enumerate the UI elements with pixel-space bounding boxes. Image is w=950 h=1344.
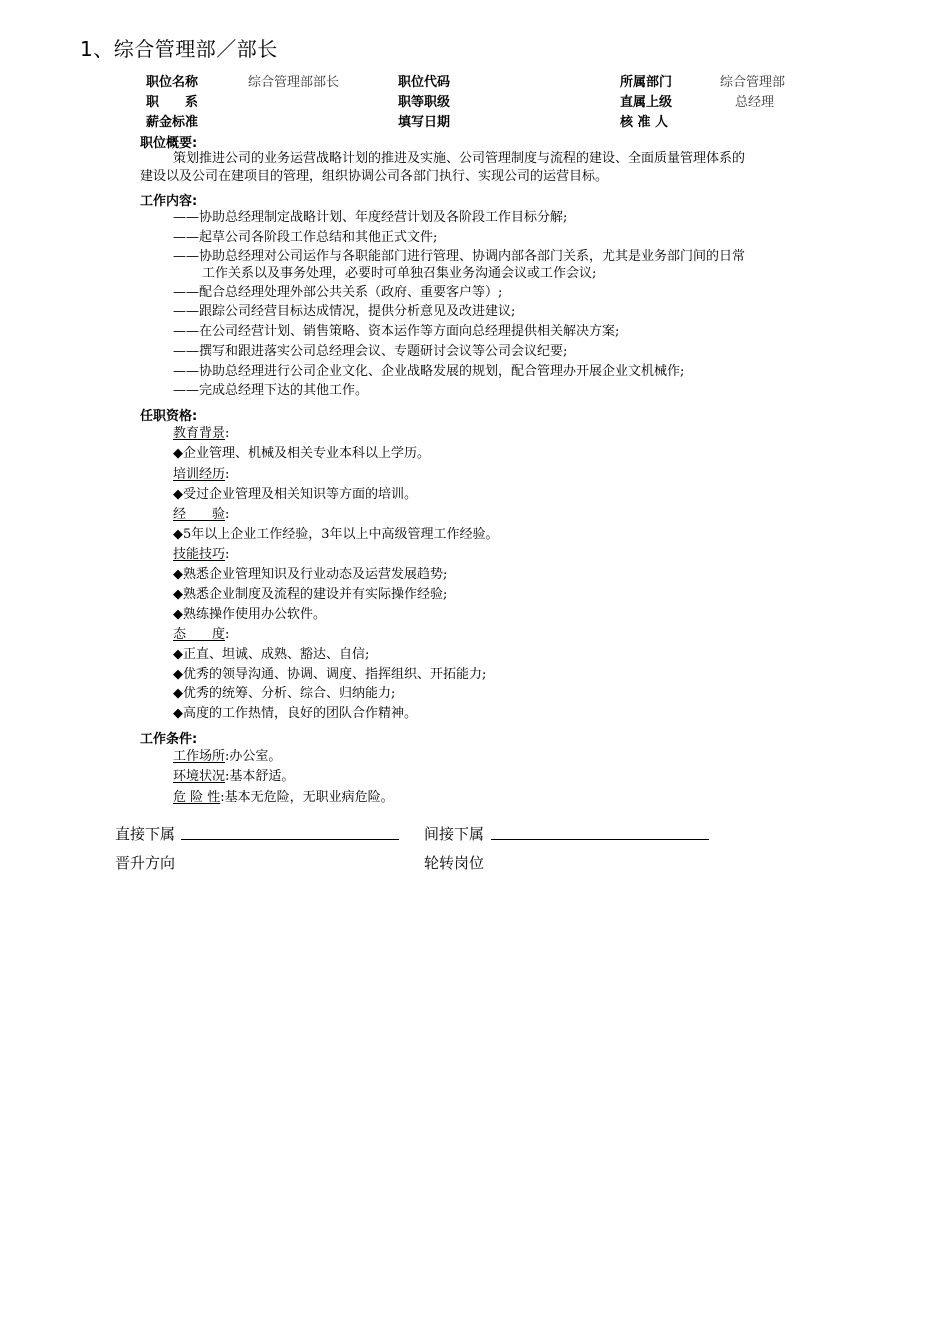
training-label: 培训经历: [173,467,230,482]
page-title: 1、综合管理部／部长 [80,37,278,61]
overview-line: 建设以及公司在建项目的管理，组织协调公司各部门执行、实现公司的运营目标。 [140,169,609,184]
label-salary: 薪金标准 [146,115,199,130]
duty-item: ——协助总经理制定战略计划、年度经营计划及各阶段工作目标分解; [173,210,568,225]
attitude-item: ◆高度的工作热情，良好的团队合作精神。 [173,706,417,721]
value-department: 综合管理部 [720,75,786,90]
duty-item-continued: 工作关系以及事务处理，必要时可单独召集业务沟通会议或工作会议; [202,266,597,281]
experience-item: ◆5年以上企业工作经验，3年以上中高级管理工作经验。 [173,527,499,542]
label-job-family: 职 系 [146,95,199,110]
label-department: 所属部门 [620,75,673,90]
training-item: ◆受过企业管理及相关知识等方面的培训。 [173,487,417,502]
label-superior: 直属上级 [620,95,673,110]
value-superior: 总经理 [735,95,775,110]
skills-item: ◆熟悉企业制度及流程的建设并有实际操作经验; [173,587,448,602]
direct-subordinate-line [181,839,399,840]
rotation-label: 轮转岗位 [424,854,485,872]
skills-item: ◆熟悉企业管理知识及行业动态及运营发展趋势; [173,567,448,582]
label-grade: 职等职级 [398,95,451,110]
duty-item: ——完成总经理下达的其他工作。 [173,383,369,398]
duty-item: ——协助总经理进行公司企业文化、企业战略发展的规划，配合管理办开展企业文机械作; [173,364,685,379]
duty-item: ——协助总经理对公司运作与各职能部门进行管理、协调内部各部门关系，尤其是业务部门间的日常 [173,249,746,264]
attitude-item: ◆优秀的统筹、分析、综合、归纳能力; [173,686,396,701]
overview-heading: 职位概要: [140,136,198,151]
duty-item: ——在公司经营计划、销售策略、资本运作等方面向总经理提供相关解决方案; [173,324,620,339]
direct-subordinate-label: 直接下属 [115,825,176,843]
skills-item: ◆熟练操作使用办公软件。 [173,607,326,622]
condition-environment: 环境状况:基本舒适。 [173,769,295,784]
duty-item: ——起草公司各阶段工作总结和其他正式文件; [173,230,438,245]
duties-heading: 工作内容: [140,194,198,209]
condition-place: 工作场所:办公室。 [173,749,282,764]
duty-item: ——跟踪公司经营目标达成情况，提供分析意见及改进建议; [173,304,516,319]
duty-item: ——配合总经理处理外部公共关系（政府、重要客户等）; [173,285,503,300]
attitude-item: ◆优秀的领导沟通、协调、调度、指挥组织、开拓能力; [173,667,487,682]
attitude-item: ◆正直、坦诚、成熟、豁达、自信; [173,647,370,662]
label-approver: 核 准 人 [620,115,669,130]
label-fill-date: 填写日期 [398,115,451,130]
promotion-label: 晋升方向 [115,854,176,872]
education-label: 教育背景: [173,426,230,441]
overview-line: 策划推进公司的业务运营战略计划的推进及实施、公司管理制度与流程的建设、全面质量管理体系的 [173,151,746,166]
condition-risk: 危 险 性:基本无危险，无职业病危险。 [173,790,394,805]
skills-label: 技能技巧: [173,547,230,562]
conditions-heading: 工作条件: [140,732,198,747]
label-position-name: 职位名称 [146,75,199,90]
attitude-label: 态 度: [173,627,230,642]
label-position-code: 职位代码 [398,75,451,90]
value-position-name: 综合管理部部长 [248,75,340,90]
experience-label: 经 验: [173,507,230,522]
indirect-subordinate-label: 间接下属 [424,825,485,843]
education-item: ◆企业管理、机械及相关专业本科以上学历。 [173,446,430,461]
qualifications-heading: 任职资格: [140,409,198,424]
indirect-subordinate-line [491,839,709,840]
duty-item: ——撰写和跟进落实公司总经理会议、专题研讨会议等公司会议纪要; [173,344,568,359]
